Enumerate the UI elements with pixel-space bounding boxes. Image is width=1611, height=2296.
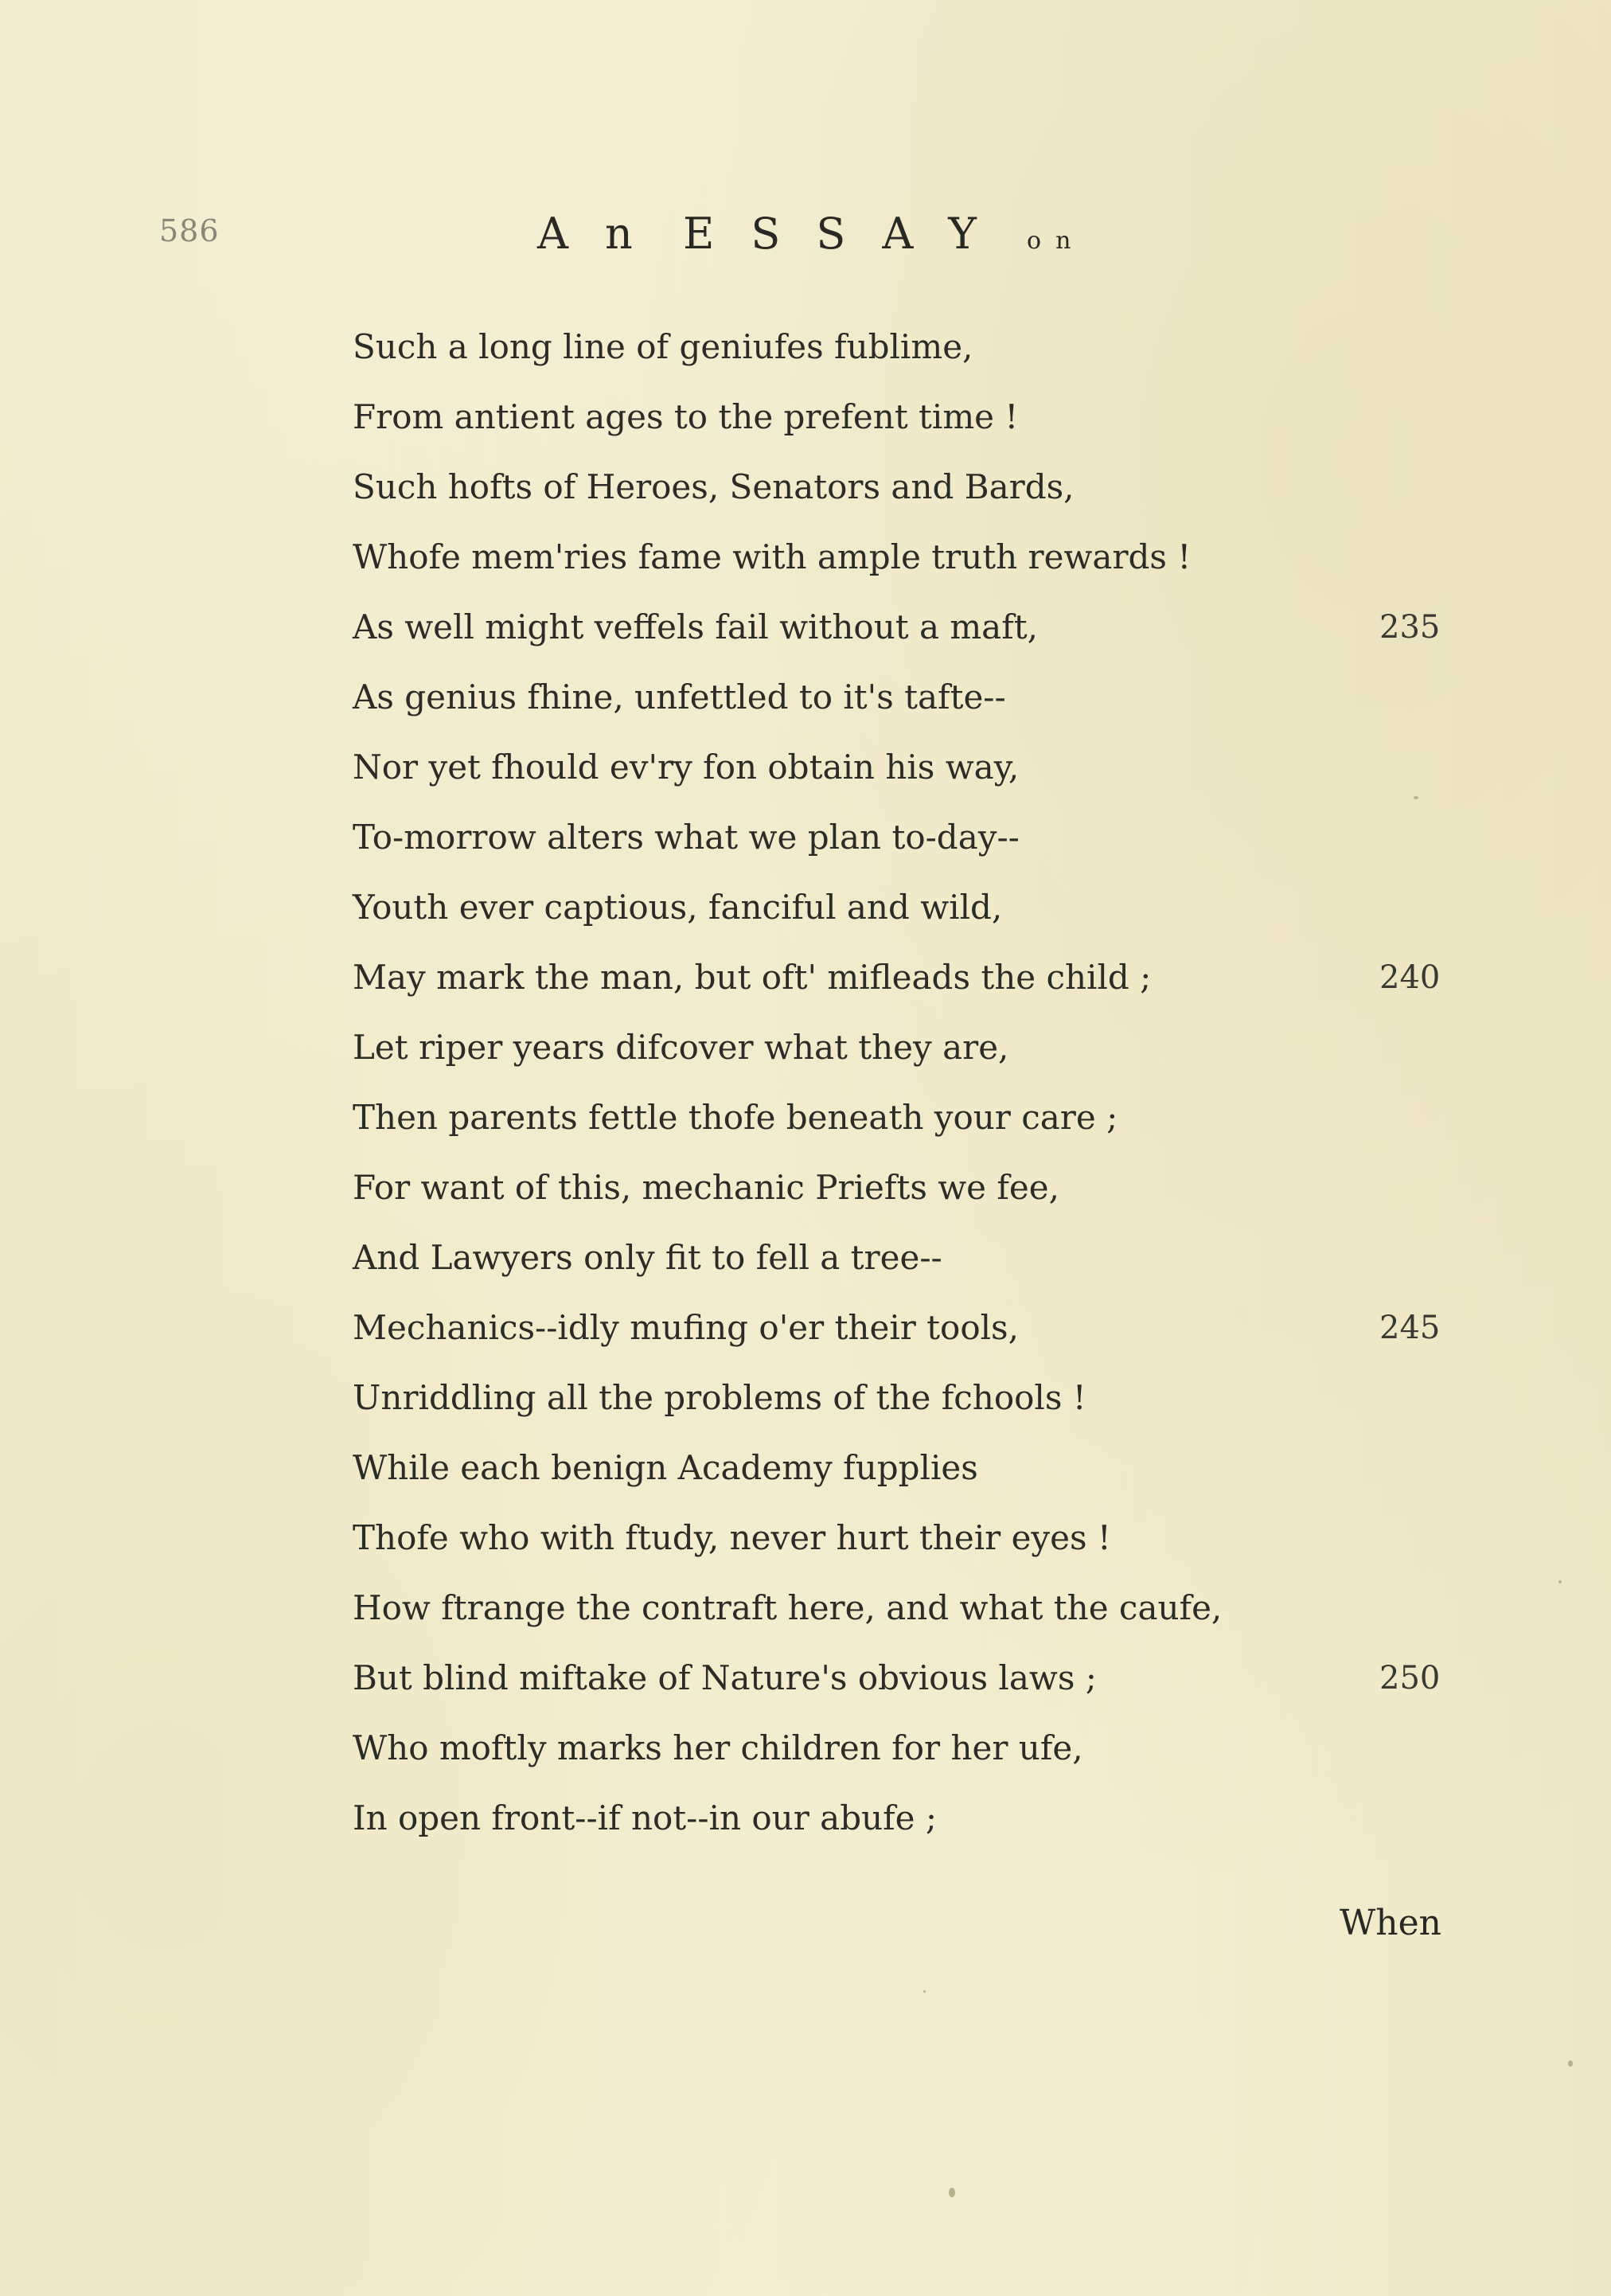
catchword: When bbox=[1340, 1903, 1441, 1943]
line-number: 250 bbox=[1379, 1660, 1441, 1697]
page-number: 586 bbox=[159, 213, 220, 248]
verse-text: But blind miftake of Nature's obvious laws ; bbox=[353, 1658, 1097, 1697]
verse-text: Nor yet fhould ev'ry fon obtain his way, bbox=[353, 748, 1020, 787]
verse-text: And Lawyers only fit to fell a tree-- bbox=[353, 1238, 942, 1277]
verse-line bbox=[353, 732, 1531, 802]
paper-speck bbox=[949, 2188, 955, 2197]
paper-speck bbox=[1558, 1580, 1562, 1583]
verse-text: Such a long line of geniufes fublime, bbox=[353, 327, 973, 366]
verse-text: To-morrow alters what we plan to-day-- bbox=[353, 818, 1020, 857]
verse-line bbox=[353, 662, 1531, 732]
verse-text: From antient ages to the prefent time ! bbox=[353, 397, 1019, 436]
verse-text: Whofe mem'ries fame with ample truth rewards ! bbox=[353, 537, 1192, 576]
verse-line bbox=[353, 1223, 1531, 1293]
paper-speck bbox=[1414, 796, 1418, 799]
verse-text: While each benign Academy fupplies bbox=[353, 1448, 978, 1487]
verse-text: Unriddling all the problems of the fchools ! bbox=[353, 1378, 1086, 1417]
verse-line bbox=[353, 1013, 1531, 1083]
paper-speck bbox=[923, 1990, 926, 1993]
verse-line bbox=[353, 1083, 1531, 1153]
verse-line bbox=[353, 522, 1531, 592]
verse-line bbox=[353, 312, 1531, 382]
verse-text: Youth ever captious, fanciful and wild, bbox=[353, 888, 1003, 927]
line-number: 235 bbox=[1379, 609, 1441, 646]
verse-line bbox=[353, 452, 1531, 522]
verse-line bbox=[353, 1573, 1531, 1643]
verse-line bbox=[353, 873, 1531, 943]
verse-line bbox=[353, 382, 1531, 452]
verse-line bbox=[353, 1433, 1531, 1503]
verse-line bbox=[353, 1153, 1531, 1223]
verse-text: Let riper years difcover what they are, bbox=[353, 1028, 1009, 1067]
line-number: 245 bbox=[1379, 1310, 1441, 1346]
verse-text: May mark the man, but oft' mifleads the child ; bbox=[353, 958, 1152, 997]
verse-line bbox=[353, 1363, 1531, 1433]
verse-text: Thofe who with ftudy, never hurt their eyes ! bbox=[353, 1518, 1111, 1557]
running-head-word-1: An bbox=[537, 209, 669, 259]
verse-text: In open front--if not--in our abufe ; bbox=[353, 1798, 938, 1837]
verse-text: For want of this, mechanic Priefts we fee, bbox=[353, 1168, 1059, 1207]
verse-line bbox=[353, 592, 1531, 662]
verse-line bbox=[353, 1713, 1531, 1783]
line-number: 240 bbox=[1379, 959, 1441, 996]
poem-lines bbox=[353, 312, 1531, 1853]
verse-text: Then parents fettle thofe beneath your care ; bbox=[353, 1098, 1118, 1137]
verse-text: Such hofts of Heroes, Senators and Bards, bbox=[353, 467, 1075, 506]
verse-line bbox=[353, 802, 1531, 873]
running-head bbox=[537, 209, 1085, 259]
verse-text: Mechanics--idly mufing o'er their tools, bbox=[353, 1308, 1019, 1347]
running-head-word-3: on bbox=[1027, 227, 1086, 255]
verse-line bbox=[353, 943, 1531, 1013]
verse-line bbox=[353, 1783, 1531, 1853]
verse-line bbox=[353, 1293, 1531, 1363]
verse-line bbox=[353, 1643, 1531, 1713]
verse-text: Who moftly marks her children for her ufe, bbox=[353, 1728, 1083, 1767]
verse-text: As genius fhine, unfettled to it's tafte-- bbox=[353, 677, 1006, 717]
verse-text: As well might veffels fail without a maft, bbox=[353, 607, 1038, 646]
verse-line bbox=[353, 1503, 1531, 1573]
paper-speck bbox=[1568, 2060, 1573, 2067]
verse-text: How ftrange the contraft here, and what the caufe, bbox=[353, 1588, 1223, 1627]
running-head-word-2: ESSAY bbox=[682, 209, 1013, 259]
